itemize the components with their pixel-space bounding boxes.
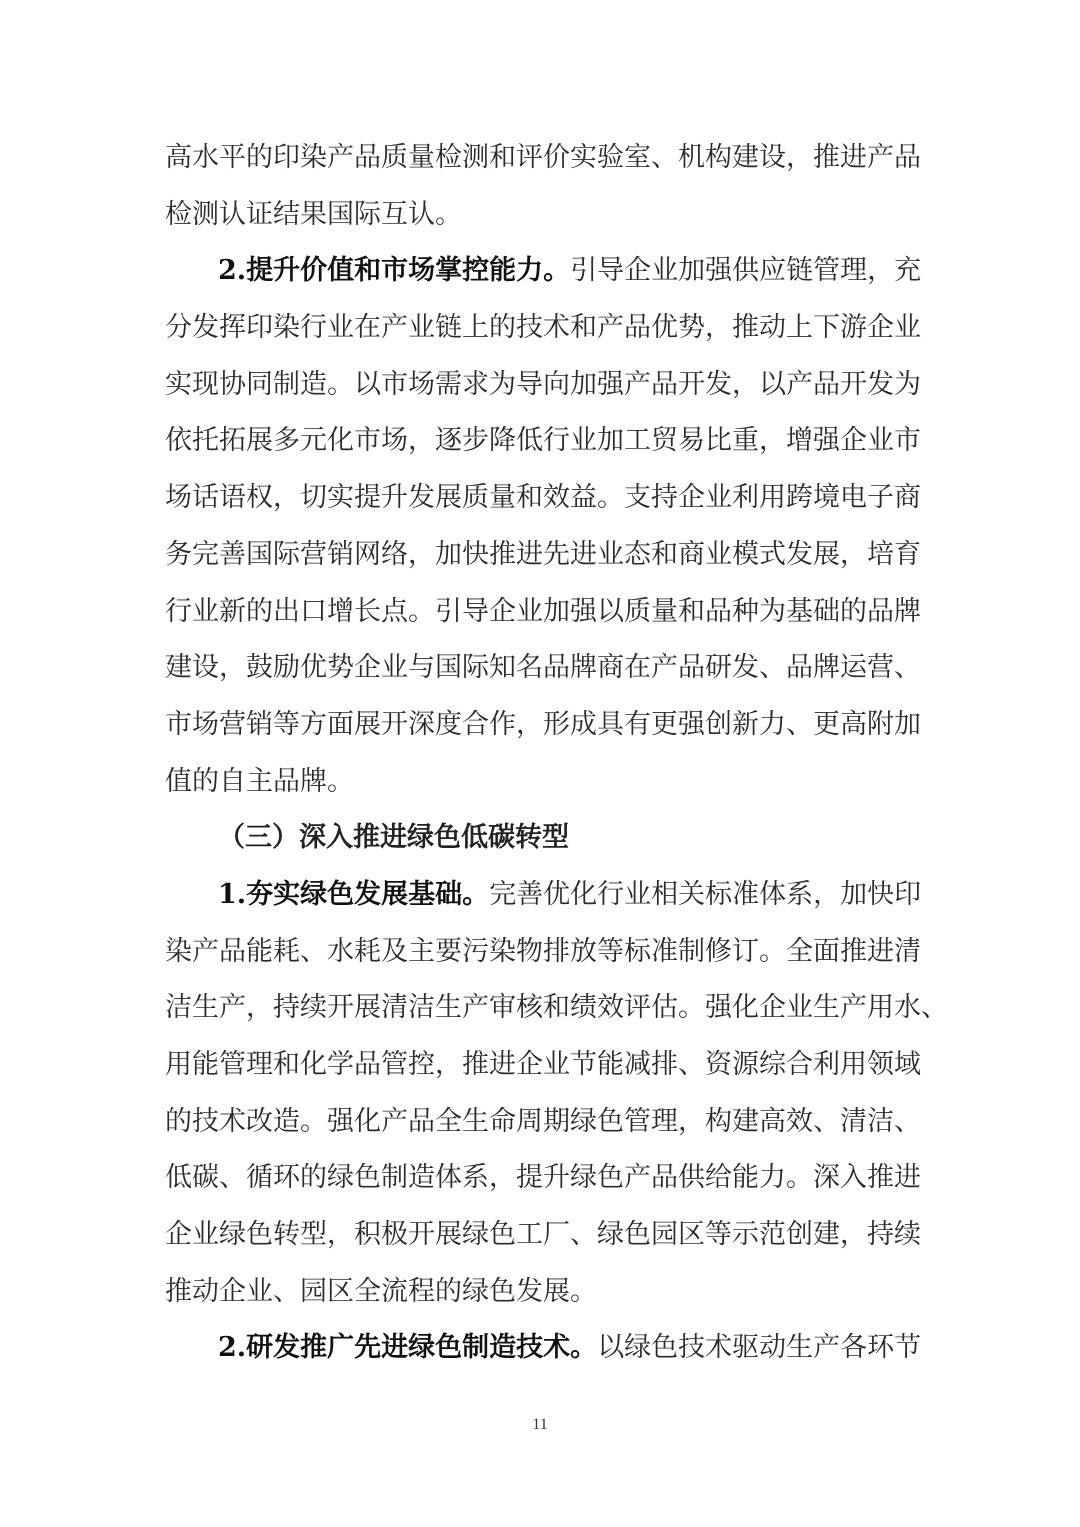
paragraph-text: 引导企业加强供应链管理，充 <box>570 255 922 287</box>
paragraph-line: 分发挥印染行业在产业链上的技术和产品优势，推动上下游企业 <box>165 312 921 344</box>
paragraph-first-line <box>165 867 922 924</box>
paragraph-first-line <box>165 1320 922 1377</box>
page-number: 11 <box>532 1416 548 1433</box>
paragraph-line: 检测认证结果国际互认。 <box>165 198 462 230</box>
section-heading: （三）深入推进绿色低碳转型 <box>218 822 569 854</box>
paragraph-line: 行业新的出口增长点。引导企业加强以质量和品种为基础的品牌 <box>165 595 921 627</box>
paragraph-line: 推动企业、园区全流程的绿色发展。 <box>165 1275 597 1307</box>
paragraph-line: 高水平的印染产品质量检测和评价实验室、机构建设，推进产品 <box>165 142 921 173</box>
paragraph-line: 用能管理和化学品管控，推进企业节能减排、资源综合利用领域 <box>165 1049 921 1080</box>
paragraph-line: 洁生产，持续开展清洁生产审核和绩效评估。强化企业生产用水、 <box>165 992 948 1024</box>
paragraph-text: 以绿色技术驱动生产各环节 <box>597 1332 922 1364</box>
paragraph-line: 企业绿色转型，积极开展绿色工厂、绿色园区等示范创建，持续 <box>165 1219 921 1251</box>
paragraph-first-line <box>165 243 922 300</box>
item-title: 1.夯实绿色发展基础。 <box>218 878 490 910</box>
paragraph-line: 建设，鼓励优势企业与国际知名品牌商在产品研发、品牌运营、 <box>165 652 921 684</box>
paragraph-line: 市场营销等方面展开深度合作，形成具有更强创新力、更高附加 <box>165 708 921 740</box>
paragraph-line: 务完善国际营销网络，加快推进先进业态和商业模式发展，培育 <box>165 538 921 570</box>
document-body <box>165 130 948 1377</box>
paragraph-line: 依托拓展多元化市场，逐步降低行业加工贸易比重，增强企业市 <box>165 425 921 457</box>
paragraph-line: 值的自主品牌。 <box>165 765 354 797</box>
item-title: 2.提升价值和市场掌控能力。 <box>218 255 571 287</box>
paragraph-line: 的技术改造。强化产品全生命周期绿色管理，构建高效、清洁、 <box>165 1105 921 1137</box>
paragraph-line: 低碳、循环的绿色制造体系，提升绿色产品供给能力。深入推进 <box>165 1162 921 1194</box>
item-title: 2.研发推广先进绿色制造技术。 <box>218 1332 598 1364</box>
paragraph-line: 实现协同制造。以市场需求为导向加强产品开发，以产品开发为 <box>165 368 921 400</box>
paragraph-line: 染产品能耗、水耗及主要污染物排放等标准制修订。全面推进清 <box>165 935 921 967</box>
paragraph-line: 场话语权，切实提升发展质量和效益。支持企业利用跨境电子商 <box>165 482 921 514</box>
paragraph-text: 完善优化行业相关标准体系，加快印 <box>489 878 922 910</box>
